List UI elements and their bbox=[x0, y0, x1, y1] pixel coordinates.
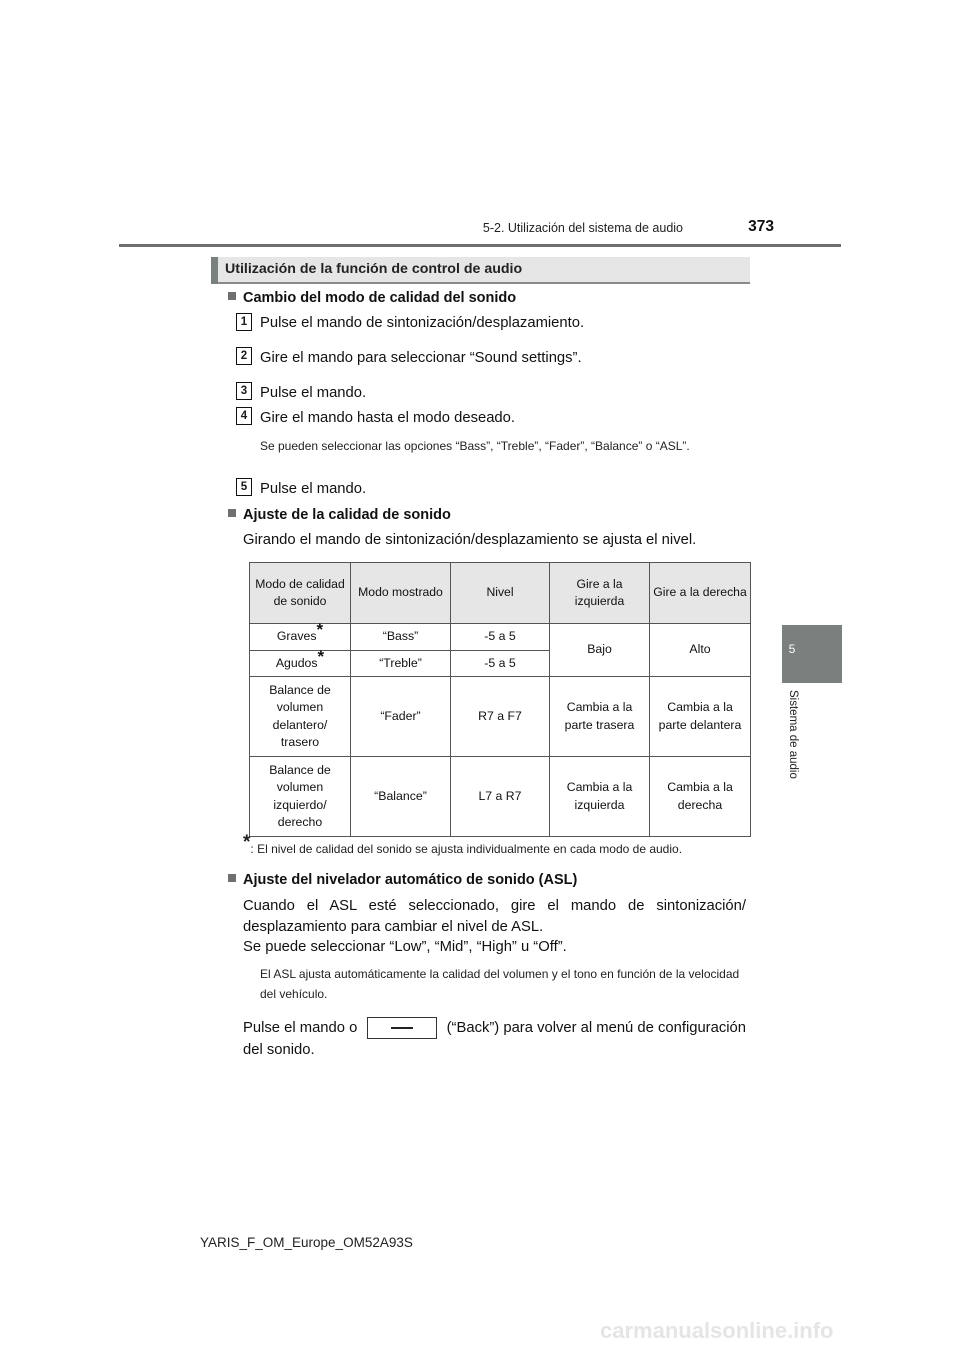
site-watermark: carmanualsonline.info bbox=[600, 1318, 834, 1343]
topic-sound-quality-title: Ajuste de la calidad de sonido bbox=[228, 507, 451, 523]
table-cell: Cambia a la parte delantera bbox=[650, 677, 751, 757]
topic-asl-title: Ajuste del nivelador automático de sonido (ASL) bbox=[228, 872, 577, 888]
step-5-text: Pulse el mando. bbox=[260, 481, 367, 497]
step-2-badge: 2 bbox=[236, 347, 252, 365]
table-cell: Cambia a la derecha bbox=[650, 757, 751, 837]
asterisk-mark: * bbox=[317, 646, 325, 666]
table-header-row bbox=[250, 563, 751, 624]
table-cell: Graves* bbox=[250, 624, 351, 651]
chapter-tab-label: Sistema de audio bbox=[787, 690, 799, 779]
topic-sound-quality-text: Girando el mando de sintonización/desplazamiento se ajusta el nivel. bbox=[243, 532, 697, 548]
table-row bbox=[250, 757, 751, 837]
table-cell: Alto bbox=[650, 624, 751, 677]
table-header-cell: Modo de calidad de sonido bbox=[250, 563, 351, 624]
square-bullet-icon bbox=[228, 874, 236, 882]
table-cell: -5 a 5 bbox=[451, 651, 550, 677]
table-cell: “Fader” bbox=[351, 677, 451, 757]
step-3-badge: 3 bbox=[236, 382, 252, 400]
table-cell: “Balance” bbox=[351, 757, 451, 837]
topic-asl-text: Cuando el ASL esté seleccionado, gire el mando de sintonización/ desplazamiento para cambiar el nivel de ASL. bbox=[243, 898, 746, 935]
step-2-text: Gire el mando para seleccionar “Sound settings”. bbox=[260, 350, 582, 366]
topic-asl-note: El ASL ajusta automáticamente la calidad del volumen y el tono en función de la velocidad del vehículo. bbox=[260, 967, 740, 1001]
table-cell: L7 a R7 bbox=[451, 757, 550, 837]
table-row bbox=[250, 677, 751, 757]
table-header-cell: Gire a la izquierda bbox=[550, 563, 650, 624]
running-header-section: 5-2. Utilización del sistema de audio bbox=[482, 221, 683, 235]
table-header-cell: Modo mostrado bbox=[351, 563, 451, 624]
table-cell: Balance de volumen delantero/ trasero bbox=[250, 677, 351, 757]
topic-asl-options: Se puede seleccionar “Low”, “Mid”, “High” u “Off”. bbox=[243, 939, 567, 955]
page-number: 373 bbox=[748, 218, 774, 235]
step-1-badge: 1 bbox=[236, 313, 252, 331]
table-cell: Bajo bbox=[550, 624, 650, 677]
section-heading bbox=[211, 257, 750, 284]
table-header-cell: Nivel bbox=[451, 563, 550, 624]
table-cell: -5 a 5 bbox=[451, 624, 550, 651]
table-cell: Agudos* bbox=[250, 651, 351, 677]
table-header-cell: Gire a la derecha bbox=[650, 563, 751, 624]
document-code-footer: YARIS_F_OM_Europe_OM52A93S bbox=[200, 1235, 413, 1250]
step-3-text: Pulse el mando. bbox=[260, 385, 367, 401]
table-footnote: *: El nivel de calidad del sonido se ajusta individualmente en cada modo de audio. bbox=[243, 832, 683, 856]
table-cell: Cambia a la izquierda bbox=[550, 757, 650, 837]
asterisk-mark: * bbox=[243, 832, 251, 853]
square-bullet-icon bbox=[228, 292, 236, 300]
step-4-text: Gire el mando hasta el modo deseado. bbox=[260, 410, 515, 426]
table-row bbox=[250, 624, 751, 651]
section-heading-text: Utilización de la función de control de audio bbox=[225, 261, 523, 277]
step-5-badge: 5 bbox=[236, 478, 252, 496]
square-bullet-icon bbox=[228, 509, 236, 517]
back-instruction-line2: del sonido. bbox=[243, 1042, 315, 1058]
table-cell: “Treble” bbox=[351, 651, 451, 677]
table-cell: Cambia a la parte trasera bbox=[550, 677, 650, 757]
header-rule bbox=[119, 244, 841, 247]
table-cell: Balance de volumen izquierdo/ derecho bbox=[250, 757, 351, 837]
asterisk-mark: * bbox=[316, 620, 324, 640]
topic-sound-mode-title: Cambio del modo de calidad del sonido bbox=[228, 290, 516, 306]
chapter-tab-number: 5 bbox=[788, 642, 796, 656]
step-1-text: Pulse el mando de sintonización/desplazamiento. bbox=[260, 315, 585, 331]
step-4-note: Se pueden seleccionar las opciones “Bass”, “Treble”, “Fader”, “Balance” o “ASL”. bbox=[260, 439, 690, 453]
table-cell: R7 a F7 bbox=[451, 677, 550, 757]
back-instruction-line: Pulse el mando o (“Back”) para volver al menú de configuración bbox=[243, 1017, 746, 1039]
back-button-icon bbox=[367, 1017, 437, 1039]
step-4-badge: 4 bbox=[236, 407, 252, 425]
sound-settings-table bbox=[249, 562, 751, 837]
table-cell: “Bass” bbox=[351, 624, 451, 651]
